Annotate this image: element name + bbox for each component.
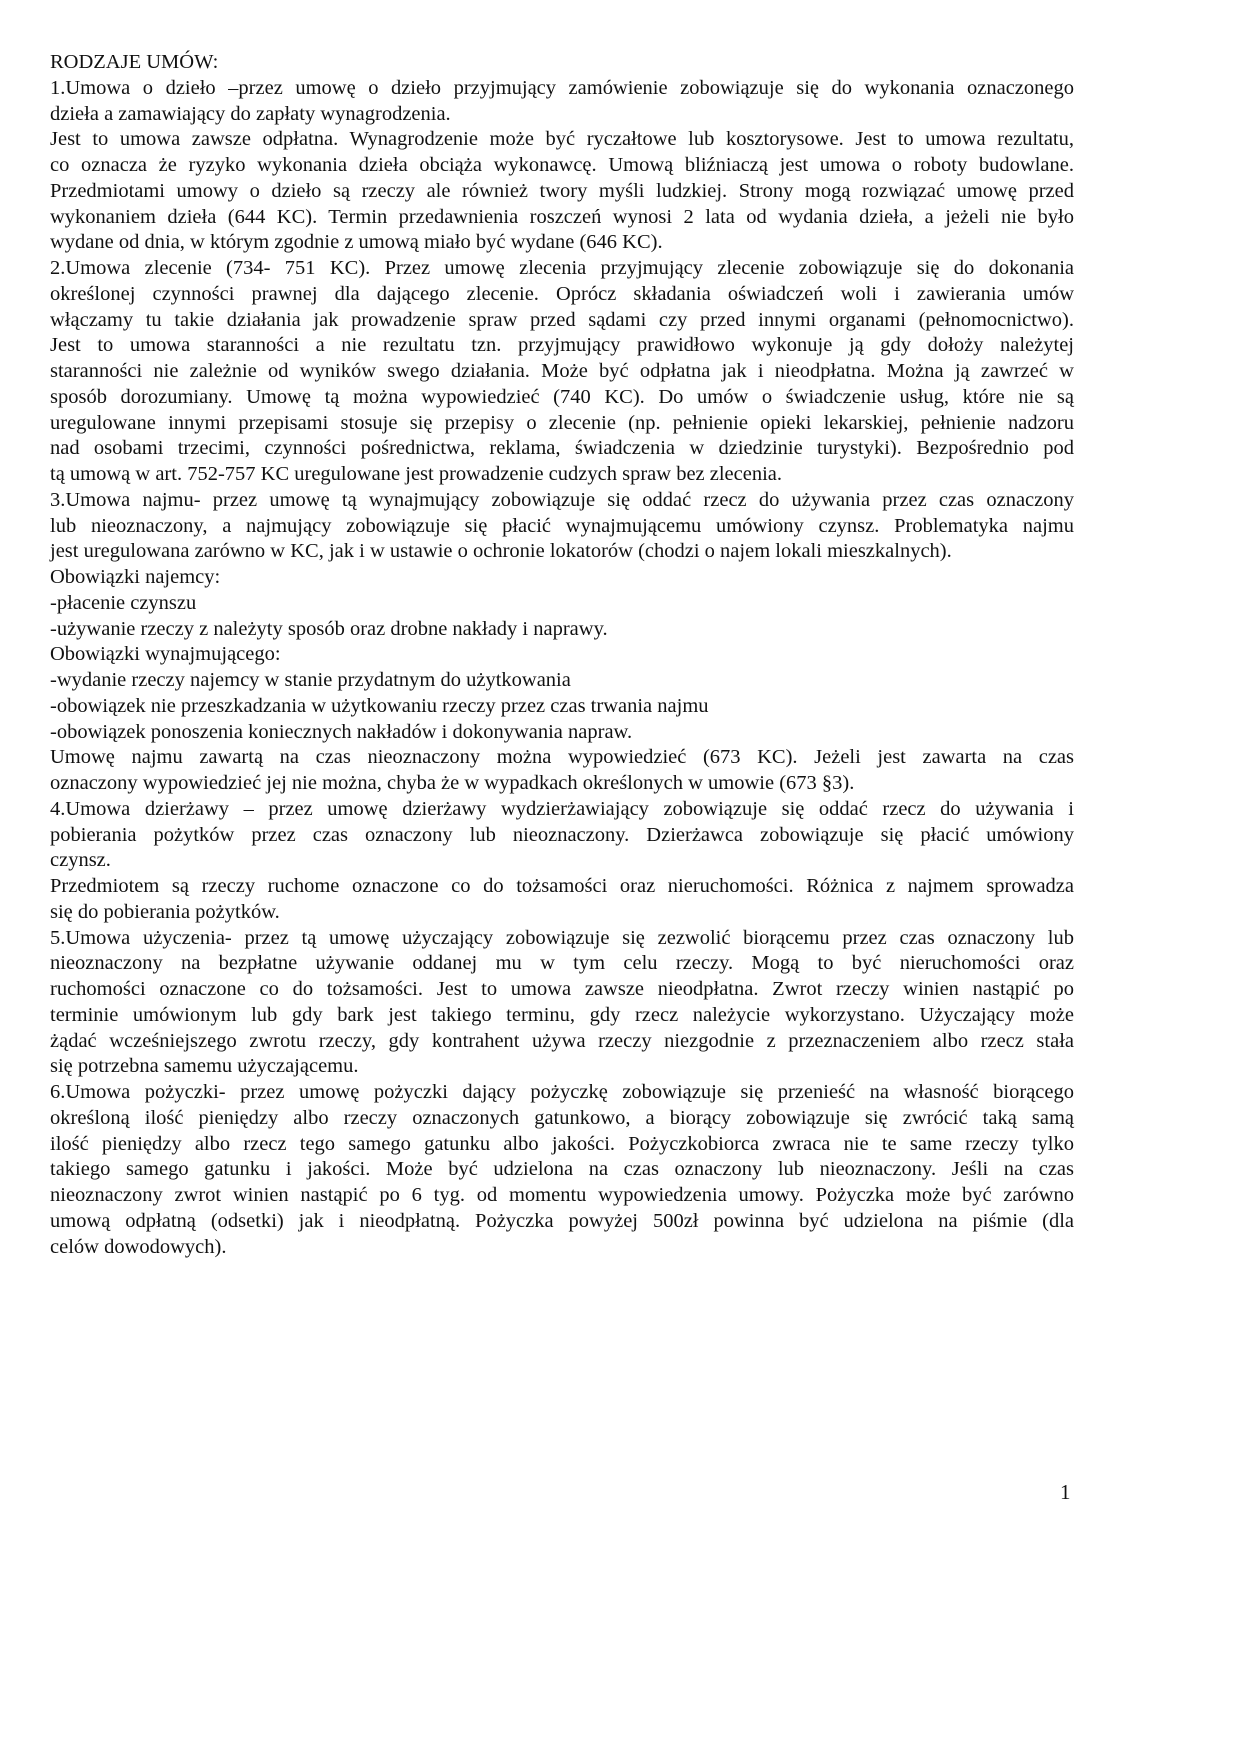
text-line: się do pobierania pożytków. (50, 900, 280, 923)
text-line: 2.Umowa zlecenie (734- 751 KC). Przez umowę zlecenia przyjmujący zlecenie zobowiązuje się do dokonania (50, 257, 1074, 279)
text-line: określonej czynności prawnej dla dającego zlecenie. Oprócz składania oświadczeń woli i zawierania umów (50, 282, 1074, 305)
text-line: -używanie rzeczy z należyty sposób oraz drobne nakłady i naprawy. (50, 617, 608, 640)
text-line: umową odpłatną (odsetki) jak i nieodpłatną. Pożyczka powyżej 500zł powinna być udzielona na piśmie (dla (50, 1209, 1074, 1232)
text-line: Obowiązki najemcy: (50, 566, 221, 588)
text-line: celów dowodowych). (50, 1235, 227, 1258)
text-line: -wydanie rzeczy najemcy w stanie przydatnym do użytkowania (50, 669, 571, 691)
text-line: nieoznaczony zwrot winien nastąpić po 6 tyg. od momentu wypowiedzenia umowy. Pożyczka może być zarówno (50, 1184, 1074, 1206)
text-line: nad osobami trzecimi, czynności pośrednictwa, reklama, świadczenia w dziedzinie turystyki). Bezpośrednio pod (50, 437, 1074, 460)
text-line: oznaczony wypowiedzieć jej nie można, chyba że w wypadkach określonych w umowie (673 §3). (50, 772, 855, 794)
text-line: terminie umówionym lub gdy bark jest takiego terminu, gdy rzecz należycie wykorzystano. Użyczający może (50, 1003, 1074, 1026)
text-line: wydane od dnia, w którym zgodnie z umową miało być wydane (646 KC). (50, 231, 663, 254)
text-line: 4.Umowa dzierżawy – przez umowę dzierżawy wydzierżawiający zobowiązuje się oddać rzecz do używania i (50, 797, 1074, 820)
text-line: -obowiązek nie przeszkadzania w użytkowaniu rzeczy przez czas trwania najmu (50, 694, 709, 717)
text-line: co oznacza że ryzyko wykonania dzieła obciąża wykonawcę. Umową bliźniaczą jest umowa o roboty budowlane. (50, 154, 1074, 176)
text-line: wykonaniem dzieła (644 KC). Termin przedawnienia roszczeń wynosi 2 lata od wydania dzieła, a jeżeli nie było (50, 205, 1074, 228)
text-line: się potrzebna samemu użyczającemu. (50, 1055, 359, 1078)
text-line: żądać wcześniejszego zwrotu rzeczy, gdy kontrahent używa rzeczy niezgodnie z przeznaczeniem albo rzecz stała (50, 1029, 1074, 1052)
page-number: 1 (1060, 1480, 1071, 1504)
text-line: pobierania pożytków przez czas oznaczony lub nieoznaczony. Dzierżawca zobowiązuje się płacić umówiony (50, 823, 1074, 846)
text-line: -obowiązek ponoszenia koniecznych nakładów i dokonywania napraw. (50, 720, 633, 743)
text-line: sposób dorozumiany. Umowę tą można wypowiedzieć (740 KC). Do umów o świadczenie usług, które nie są (50, 385, 1074, 408)
text-line: nieoznaczony na bezpłatne używanie oddanej mu w tym celu rzeczy. Mogą to być nieruchomości oraz (50, 952, 1074, 975)
text-line: 3.Umowa najmu- przez umowę tą wynajmujący zobowiązuje się oddać rzecz do używania przez czas oznaczony (50, 488, 1074, 511)
text-line: czynsz. (50, 849, 111, 872)
text-line: Jest to umowa zawsze odpłatna. Wynagrodzenie może być ryczałtowe lub kosztorysowe. Jest to umowa rezultatu, (50, 128, 1074, 151)
text-line: ilość pieniędzy albo rzecz tego samego gatunku albo jakości. Pożyczkobiorca zwraca nie te same rzeczy tylko (50, 1132, 1074, 1155)
text-line: staranności nie zależnie od wyników swego działania. Może być odpłatna jak i nieodpłatna. Można ją zawrzeć w (50, 360, 1074, 382)
text-line: dzieła a zamawiający do zapłaty wynagrodzenia. (50, 102, 451, 125)
text-line: 1.Umowa o dzieło –przez umowę o dzieło przyjmujący zamówienie zobowiązuje się do wykonania oznaczonego (50, 76, 1074, 99)
text-line: określoną ilość pieniędzy albo rzeczy oznaczonych gatunkowo, a biorący zobowiązuje się zwrócić taką samą (50, 1106, 1074, 1129)
text-line: Umowę najmu zawartą na czas nieoznaczony można wypowiedzieć (673 KC). Jeżeli jest zawarta na czas (50, 746, 1074, 769)
text-line: -płacenie czynszu (50, 591, 197, 614)
text-line: ruchomości oznaczone co do tożsamości. Jest to umowa zawsze nieodpłatna. Zwrot rzeczy winien nastąpić po (50, 978, 1074, 1000)
text-line: Jest to umowa staranności a nie rezultatu tzn. przyjmujący prawidłowo wykonuje ją gdy dołoży należytej (50, 334, 1074, 357)
text-line: 5.Umowa użyczenia- przez tą umowę użyczający zobowiązuje się zezwolić biorącemu przez czas oznaczony lub (50, 926, 1074, 949)
text-line: jest uregulowana zarówno w KC, jak i w ustawie o ochronie lokatorów (chodzi o najem lokali mieszkalnych). (50, 540, 952, 563)
text-line: uregulowane innymi przepisami stosuje się przepisy o zlecenie (np. pełnienie opieki lekarskiej, pełnienie nadzoru (50, 411, 1074, 434)
text-line: Przedmiotem są rzeczy ruchome oznaczone co do tożsamości oraz nieruchomości. Różnica z najmem sprowadza (50, 875, 1074, 897)
text-line: 6.Umowa pożyczki- przez umowę pożyczki dający pożyczkę zobowiązuje się przenieść na własność biorącego (50, 1081, 1074, 1103)
text-line: takiego samego gatunku i jakości. Może być udzielona na czas oznaczony lub nieoznaczony. Jeśli na czas (50, 1158, 1074, 1181)
text-line: Przedmiotami umowy o dzieło są rzeczy ale również twory myśli ludzkiej. Strony mogą rozwiązać umowę przed (50, 179, 1074, 202)
text-line: lub nieoznaczony, a najmujący zobowiązuje się płacić wynajmującemu umówiony czynsz. Problematyka najmu (50, 514, 1074, 537)
text-line: Obowiązki wynajmującego: (50, 643, 281, 666)
document-title: RODZAJE UMÓW: (50, 51, 219, 73)
text-line: tą umową w art. 752-757 KC uregulowane jest prowadzenie cudzych spraw bez zlecenia. (50, 463, 783, 485)
text-line: włączamy tu takie działania jak prowadzenie spraw przed sądami czy przed innymi organami (pełnomocnictwo). (50, 308, 1074, 331)
